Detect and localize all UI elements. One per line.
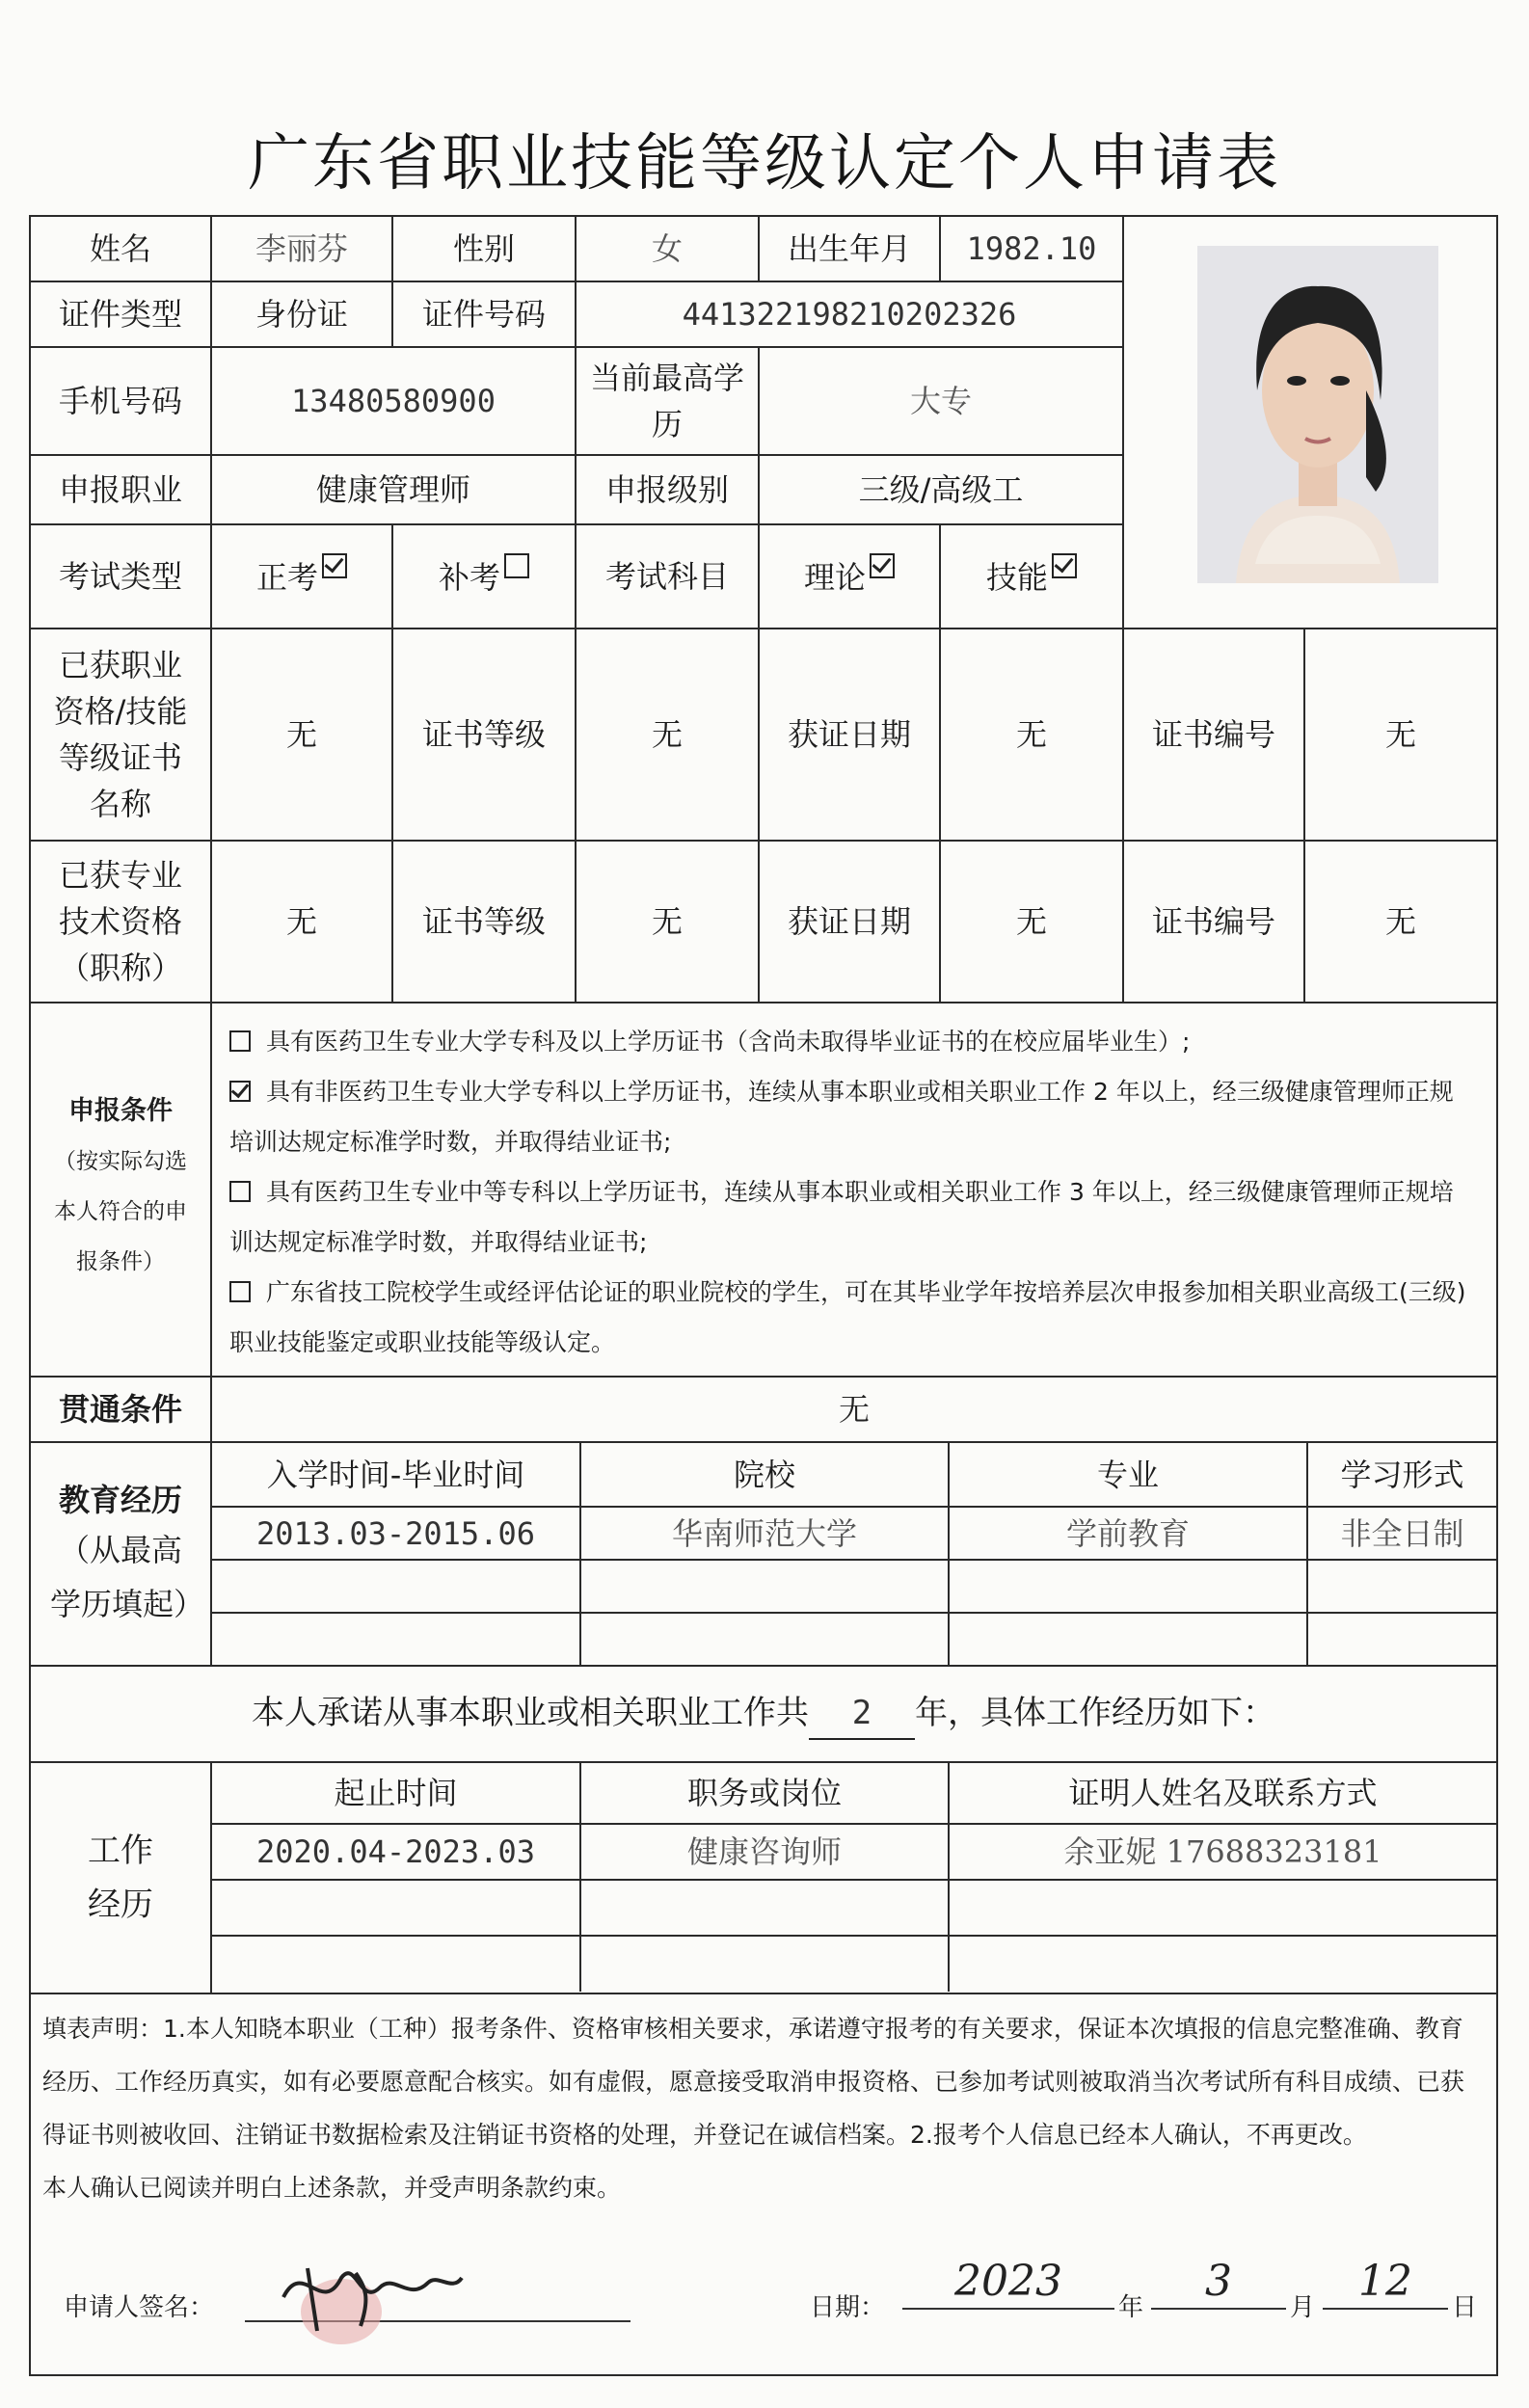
exam-type-label: 考试类型 (30, 524, 211, 629)
condition-1-text: 具有医药卫生专业大学专科及以上学历证书（含尚未取得毕业证书的在校应届毕业生）; (266, 1028, 1191, 1056)
vocational-cert-name: 无 (211, 629, 392, 841)
date-day: 12 (1323, 2255, 1448, 2310)
table-row (212, 1560, 1496, 1613)
technical-date-label: 获证日期 (759, 841, 940, 1003)
work-referee: 余亚妮 17688323181 (949, 1824, 1496, 1880)
application-form (29, 215, 1498, 2376)
work-table-cell (211, 1762, 1497, 1993)
work-table (212, 1763, 1496, 1992)
technical-date-value: 无 (940, 841, 1123, 1003)
subject-theory-checkbox[interactable] (870, 553, 895, 578)
condition-2-checkbox[interactable] (229, 1081, 251, 1102)
subject-skill-label: 技能 (985, 558, 1048, 596)
pledge-years: 2 (809, 1689, 915, 1740)
work-header: 职务或岗位 (580, 1763, 949, 1824)
technical-number-value: 无 (1304, 841, 1497, 1003)
table-row (212, 1824, 1496, 1880)
exam-regular-label: 正考 (255, 558, 318, 596)
applicant-photo (1197, 246, 1438, 583)
education-level-value: 大专 (759, 347, 1123, 455)
applicant-signature (264, 2239, 476, 2345)
vocational-number-value: 无 (1304, 629, 1497, 841)
technical-cert-label: 已获专业技术资格（职称） (30, 841, 211, 1003)
work-label: 工作经历 (88, 1832, 153, 1924)
education-header: 入学时间-毕业时间 (212, 1443, 580, 1507)
month-label: 月 (1290, 2293, 1316, 2322)
name-label: 姓名 (30, 216, 211, 281)
job-label: 申报职业 (30, 455, 211, 524)
education-header: 专业 (949, 1443, 1307, 1507)
date-month: 3 (1151, 2255, 1286, 2310)
education-major: 学前教育 (949, 1507, 1307, 1560)
vocational-grade-label: 证书等级 (392, 629, 576, 841)
gender-label: 性别 (392, 216, 576, 281)
id-number-value: 441322198210202326 (576, 281, 1123, 347)
id-type-label: 证件类型 (30, 281, 211, 347)
level-value: 三级/高级工 (759, 455, 1123, 524)
work-label-cell (30, 1762, 211, 1993)
declaration-cell (30, 1993, 1497, 2375)
exam-makeup-checkbox[interactable] (504, 553, 529, 578)
day-label: 日 (1452, 2293, 1478, 2322)
phone-value: 13480580900 (211, 347, 576, 455)
conditions-list (211, 1003, 1497, 1377)
condition-4-checkbox[interactable] (229, 1281, 251, 1302)
condition-1-checkbox[interactable] (229, 1030, 251, 1052)
education-table (212, 1443, 1496, 1665)
exam-regular-cell (211, 524, 392, 629)
exam-makeup-cell (392, 524, 576, 629)
signature-label: 申请人签名： (64, 2293, 215, 2322)
education-mode: 非全日制 (1307, 1507, 1496, 1560)
date-label: 日期： (810, 2293, 886, 2322)
gender-value: 女 (576, 216, 759, 281)
condition-3-text: 具有医药卫生专业中等专科以上学历证书，连续从事本职业或相关职业工作 3 年以上，经三级健康管理师正规培训达规定标准学时数，并取得结业证书; (229, 1178, 1454, 1256)
birth-value: 1982.10 (940, 216, 1123, 281)
condition-4-text: 广东省技工院校学生或经评估论证的职业院校的学生，可在其毕业学年按培养层次申报参加相关职业高级工(三级)职业技能鉴定或职业技能等级认定。 (229, 1278, 1466, 1356)
exam-regular-checkbox[interactable] (322, 553, 347, 578)
education-table-cell (211, 1442, 1497, 1666)
date-year: 2023 (902, 2255, 1114, 2310)
level-label: 申报级别 (576, 455, 759, 524)
education-label-cell (30, 1442, 211, 1666)
exam-makeup-label: 补考 (438, 558, 500, 596)
signature-row (42, 2259, 1485, 2336)
work-header: 证明人姓名及联系方式 (949, 1763, 1496, 1824)
vocational-grade-value: 无 (576, 629, 759, 841)
education-header: 院校 (580, 1443, 949, 1507)
pledge-prefix: 本人承诺从事本职业或相关职业工作共 (252, 1693, 809, 1732)
pledge-suffix: 年，具体工作经历如下： (915, 1693, 1275, 1732)
year-label: 年 (1118, 2293, 1144, 2322)
education-period: 2013.03-2015.06 (212, 1507, 580, 1560)
technical-grade-value: 无 (576, 841, 759, 1003)
table-row (212, 1507, 1496, 1560)
vocational-cert-label: 已获职业资格/技能等级证书名称 (30, 629, 211, 841)
condition-item (229, 1268, 1473, 1368)
birth-label: 出生年月 (759, 216, 940, 281)
through-label: 贯通条件 (30, 1377, 211, 1442)
declaration-text: 填表声明：1.本人知晓本职业（工种）报考条件、资格审核相关要求，承诺遵守报考的有关要求，保证本次填报的信息完整准确、教育经历、工作经历真实，如有必要愿意配合核实。如有虚假，愿意接受取消申报资格、已参加考试则被取消当次考试所有科目成绩、已获得证书则被收回、注销证书数据检索及注销证书资格的处理，并登记在诚信档案。2.报考个人信息已经本人确认，不再更改。 (42, 2015, 1465, 2149)
education-sublabel: （从最高学历填起） (50, 1532, 205, 1622)
technical-number-label: 证书编号 (1123, 841, 1304, 1003)
subject-skill-cell (940, 524, 1123, 629)
job-value: 健康管理师 (211, 455, 576, 524)
condition-3-checkbox[interactable] (229, 1181, 251, 1202)
education-level-label: 当前最高学历 (576, 347, 759, 455)
condition-item (229, 1167, 1473, 1268)
work-period: 2020.04-2023.03 (212, 1824, 580, 1880)
id-number-label: 证件号码 (392, 281, 576, 347)
technical-cert-name: 无 (211, 841, 392, 1003)
phone-label: 手机号码 (30, 347, 211, 455)
table-row (212, 1936, 1496, 1992)
table-row (212, 1880, 1496, 1936)
table-row (212, 1613, 1496, 1665)
vocational-number-label: 证书编号 (1123, 629, 1304, 841)
photo-cell (1123, 216, 1497, 629)
conditions-label: 申报条件 (68, 1095, 173, 1126)
conditions-label-cell (30, 1003, 211, 1377)
declaration-confirm: 本人确认已阅读并明白上述条款，并受声明条款约束。 (42, 2174, 622, 2202)
technical-grade-label: 证书等级 (392, 841, 576, 1003)
conditions-hint: （按实际勾选本人符合的申报条件） (54, 1149, 187, 1275)
education-label: 教育经历 (58, 1482, 182, 1518)
education-header: 学习形式 (1307, 1443, 1496, 1507)
pledge-line (30, 1666, 1497, 1762)
work-header: 起止时间 (212, 1763, 580, 1824)
condition-2-text: 具有非医药卫生专业大学专科以上学历证书，连续从事本职业或相关职业工作 2 年以上，经三级健康管理师正规培训达规定标准学时数，并取得结业证书; (229, 1078, 1454, 1156)
through-value: 无 (211, 1377, 1497, 1442)
subject-skill-checkbox[interactable] (1052, 553, 1077, 578)
id-type-value: 身份证 (211, 281, 392, 347)
work-position: 健康咨询师 (580, 1824, 949, 1880)
subject-theory-label: 理论 (803, 558, 866, 596)
vocational-date-label: 获证日期 (759, 629, 940, 841)
subject-theory-cell (759, 524, 940, 629)
condition-item (229, 1067, 1473, 1167)
vocational-date-value: 无 (940, 629, 1123, 841)
condition-item (229, 1017, 1473, 1067)
page-title: 广东省职业技能等级认定个人申请表 (248, 128, 1281, 200)
education-school: 华南师范大学 (580, 1507, 949, 1560)
name-value: 李丽芬 (211, 216, 392, 281)
subjects-label: 考试科目 (576, 524, 759, 629)
